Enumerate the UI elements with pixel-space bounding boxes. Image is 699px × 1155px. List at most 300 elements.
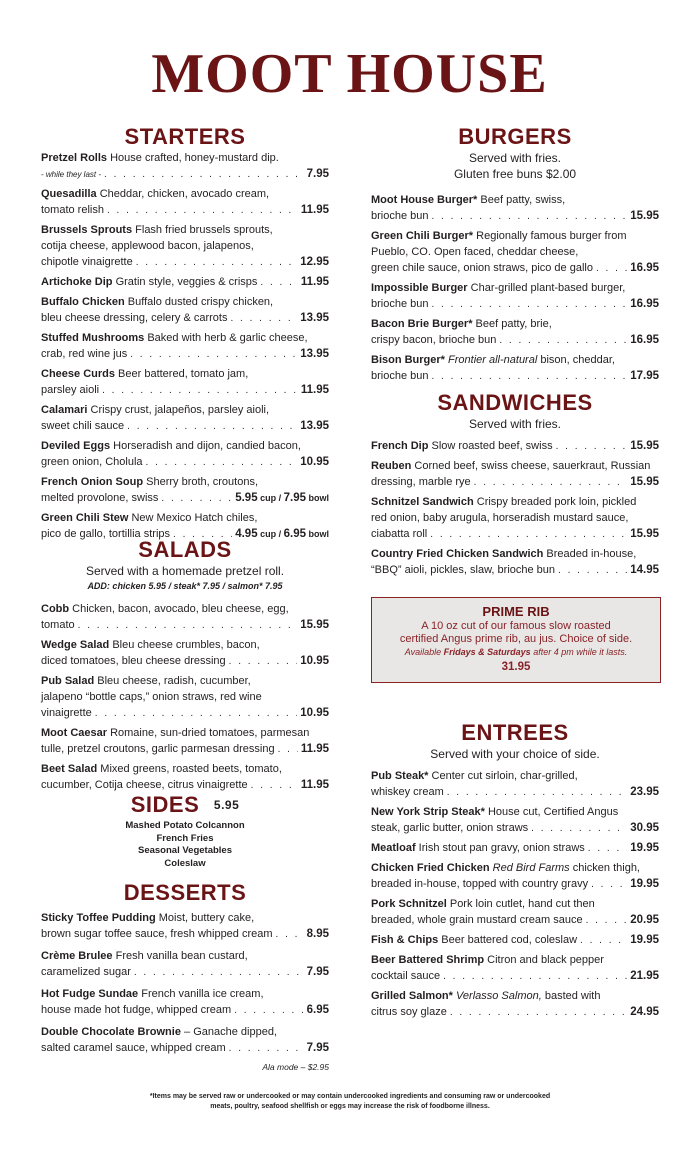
item-desc: Citron and black pepper [484,954,604,966]
item-price [630,932,659,948]
item-line [371,896,659,912]
item-desc: pico de gallo, tortillia strips [41,528,171,540]
item-name: Crème Brulee [41,950,113,962]
disclaimer-line2: meats, poultry, seafood shellfish or eggs may increase the risk of foodborne illness. [210,1103,490,1110]
dot-leader [104,167,304,183]
item-name: Moot Caesar [41,727,108,739]
item-desc: Gratin style, veggies & crisps [112,276,258,288]
item-price [300,254,329,270]
item-price-value: 5.95 [235,492,258,504]
side-item: Seasonal Vegetables [138,845,232,856]
item-line [41,186,329,202]
item-price-value: 7.95 [306,966,329,978]
item-price-value: 10.95 [300,655,329,667]
item-desc-last [371,784,444,800]
burgers-subtitle: Served with fries. [468,151,562,165]
dot-leader [586,913,628,929]
dot-leader [134,965,304,981]
item-price-row [41,346,329,363]
item-line [41,601,329,617]
dot-leader [450,1005,627,1021]
item-price-row [41,964,329,981]
item-desc-last [371,260,593,276]
starters-list [41,150,329,543]
dot-leader [130,347,297,363]
health-disclaimer [100,1092,600,1112]
item-name: Green Chili Burger* [371,230,474,242]
item-desc-last [371,562,555,578]
item-desc: bison, cheddar, [537,354,615,366]
item-desc-last [371,332,496,348]
item-desc: diced tomatoes, bleu cheese dressing [41,655,226,667]
item-desc-last [371,368,429,384]
item-price-row [41,741,329,758]
item-desc-last [41,254,133,270]
item-desc: Horseradish and dijon, candied bacon, [110,440,301,452]
menu-item [41,366,329,399]
item-price [235,490,329,506]
dot-leader [432,209,628,225]
item-desc: sweet chili sauce [41,420,125,432]
menu-item [41,910,329,943]
item-price-row [41,705,329,722]
item-desc: brioche bun [371,210,429,222]
item-desc: vinaigrette [41,707,92,719]
item-name: Cheese Curds [41,368,115,380]
item-desc: Crispy crust, jalapeños, parsley aioli, [87,404,270,416]
item-price-value: 7.95 [306,1042,329,1054]
item-desc-last [41,741,275,757]
item-desc: House crafted, honey-mustard dip. [107,152,279,164]
item-name: Green Chili Stew [41,512,129,524]
item-price-row [371,208,659,225]
item-desc: Crispy breaded pork loin, pickled [473,496,637,508]
item-line [41,761,329,777]
sides-price: 5.95 [213,798,240,812]
item-price [630,332,659,348]
sides-list [41,820,329,870]
item-desc: Breaded in-house, [543,548,637,560]
item-price-value: 11.95 [300,384,329,396]
item-price [301,274,329,290]
item-desc: “BBQ” aioli, pickles, slaw, brioche bun [371,564,556,576]
menu-item [371,494,659,543]
item-line [41,474,329,490]
item-price-row [371,784,659,801]
item-line [41,402,329,418]
menu-item [41,274,329,291]
burgers-heading: BURGERS [458,124,572,149]
item-desc-last [41,310,227,326]
item-price [630,526,659,542]
item-desc-last [41,653,226,669]
item-price [301,741,329,757]
item-name: Chicken Fried Chicken [371,862,490,874]
item-desc: chipotle vinaigrette [41,256,133,268]
item-price-row [371,820,659,837]
prime-rib-desc-line2: certified Angus prime rib, au jus. Choice of side. [399,633,633,645]
restaurant-title: MOOT HOUSE [151,43,548,105]
item-name: Cobb [41,603,70,615]
menu-item [41,474,329,507]
item-name: Beer Battered Shrimp [371,954,485,966]
item-name: Quesadilla [41,188,97,200]
item-desc: green onion, Cholula [41,456,143,468]
dot-leader [588,841,627,857]
item-desc: jalapeno “bottle caps,” onion straws, red wine [41,691,262,703]
item-desc-last [371,474,471,490]
item-price-row [41,274,329,291]
item-price [300,705,329,721]
item-name: Deviled Eggs [41,440,111,452]
item-price-row [41,653,329,670]
item-price-value: 10.95 [300,456,329,468]
dot-leader [430,527,627,543]
disclaimer-line1: *Items may be served raw or undercooked or may contain undercooked ingredients and consuming raw or undercooked [149,1093,551,1100]
prime-rib-desc-line1: A 10 oz cut of our famous slow roasted [421,620,611,632]
item-price-value: 13.95 [300,312,329,324]
desserts-section [41,880,329,1073]
item-desc: whiskey cream [371,786,444,798]
item-desc: – Ganache dipped, [180,1026,277,1038]
item-price [630,912,659,928]
item-name: Buffalo Chicken [41,296,125,308]
item-price-value-2: 6.95 [283,528,306,540]
menu-item [371,228,659,277]
dot-leader [432,369,628,385]
menu-item [371,280,659,313]
sandwiches-section [371,390,659,582]
item-price-value: 12.95 [300,256,329,268]
item-name: Calamari [41,404,88,416]
dot-leader [136,255,297,271]
item-name: Bison Burger* [371,354,445,366]
item-desc: breaded, whole grain mustard cream sauce [371,914,583,926]
item-desc: Romaine, sun-dried tomatoes, parmesan [107,727,310,739]
sandwiches-heading: SANDWICHES [437,390,593,415]
item-name: New York Strip Steak* [371,806,485,818]
item-line [371,280,659,296]
item-desc: brioche bun [371,370,429,382]
item-desc: melted provolone, swiss [41,492,159,504]
item-price [630,876,659,892]
item-desc: New Mexico Hatch chiles, [128,512,258,524]
item-price-row [371,912,659,929]
item-desc: green chile sauce, onion straws, pico de gallo [371,262,593,274]
dot-leader [78,618,298,634]
item-price-value: 21.95 [630,970,659,982]
item-price-value: 13.95 [300,348,329,360]
item-desc: House cut, Certified Angus [484,806,619,818]
item-price-row [371,296,659,313]
menu-item [371,192,659,225]
burgers-gluten-free: Gluten free buns $2.00 [453,167,577,181]
item-price [630,820,659,836]
item-price-value: 16.95 [630,334,659,346]
item-price-row [41,1002,329,1019]
menu-item [371,458,659,491]
item-desc: house made hot fudge, whipped cream [41,1004,232,1016]
item-desc-last [41,926,273,942]
ala-mode-note: Ala mode – $2.95 [262,1062,329,1072]
item-desc: Pueblo, CO. Open faced, cheddar cheese, [371,246,579,258]
item-price-row [371,260,659,277]
item-price-value: 10.95 [300,707,329,719]
item-line [371,316,659,332]
menu-item [41,601,329,634]
side-item: Mashed Potato Colcannon [125,820,245,831]
item-desc-last [41,705,92,721]
item-desc: steak, garlic butter, onion straws [371,822,529,834]
item-price-value: 19.95 [630,878,659,890]
menu-item [41,1024,329,1057]
item-price-value: 15.95 [630,476,659,488]
item-desc: breaded in-house, topped with country gravy [371,878,589,890]
item-price-value: 6.95 [306,1004,329,1016]
price-unit: cup / [257,529,284,539]
item-price-value: 24.95 [630,1006,659,1018]
dot-leader [558,563,627,579]
item-desc-last [41,1040,226,1056]
burgers-section [371,124,659,388]
item-name: Artichoke Dip [41,276,113,288]
menu-item [41,986,329,1019]
item-price [300,454,329,470]
item-desc-italic: Verlasso Salmon, [452,990,542,1002]
item-price [630,840,659,856]
item-price-value: 11.95 [300,743,329,755]
item-price [630,784,659,800]
item-desc: Baked with herb & garlic cheese, [144,332,308,344]
item-desc: Regionally famous burger from [473,230,627,242]
item-price [630,562,659,578]
item-price-row [41,310,329,327]
item-price [301,202,329,218]
salads-list [41,601,329,794]
item-desc: Center cut sirloin, char-grilled, [428,770,578,782]
item-price-value: 15.95 [630,440,659,452]
item-desc-last [371,296,429,312]
item-price [301,777,329,793]
item-price-row [371,562,659,579]
dot-leader [107,203,298,219]
dot-leader [432,297,628,313]
salads-section [41,537,329,797]
item-desc: Beer battered, tomato jam, [114,368,249,380]
item-desc: Fresh vanilla bean custard, [112,950,248,962]
dot-leader [447,785,627,801]
item-price-value-2: 7.95 [283,492,306,504]
item-desc: citrus soy glaze [371,1006,447,1018]
item-desc-last [371,912,583,928]
dot-leader [278,742,298,758]
item-price [307,964,329,980]
dot-leader [443,969,627,985]
item-line [41,222,329,238]
item-price-row [41,1040,329,1057]
item-desc: dressing, marble rye [371,476,471,488]
item-line [371,768,659,784]
item-line [41,366,329,382]
item-desc: Corned beef, swiss cheese, sauerkraut, Russian [411,460,651,472]
item-desc-last [41,964,131,980]
item-desc-italic: Frontier all-natural [444,354,538,366]
menu-item [371,952,659,985]
item-desc: Irish stout pan gravy, onion straws [415,842,585,854]
menu-item [41,330,329,363]
item-price-row [41,617,329,634]
item-name: Fish & Chips [371,934,439,946]
item-price-row [371,840,659,857]
item-line [41,673,329,689]
item-price [301,382,329,398]
menu-item [41,294,329,327]
availability-time: after 4 pm while it lasts. [530,647,628,657]
prime-rib-heading: PRIME RIB [482,604,550,619]
sides-section [41,792,329,870]
item-name: Schnitzel Sandwich [371,496,474,508]
item-desc: Bleu cheese crumbles, bacon, [109,639,260,651]
item-desc-last [41,490,158,506]
item-line [41,1024,329,1040]
menu-item [371,932,659,949]
item-desc-italic: Red Bird Farms [489,862,570,874]
item-desc-last [41,454,143,470]
menu-item [41,222,329,271]
item-line [371,352,659,368]
item-desc: bleu cheese dressing, celery & carrots [41,312,228,324]
item-price [630,296,659,312]
item-price-row [41,454,329,471]
item-desc: Beer battered cod, coleslaw [438,934,578,946]
item-name: Brussels Sprouts [41,224,133,236]
item-price [300,310,329,326]
dot-leader [276,927,304,943]
item-desc: brioche bun [371,298,429,310]
menu-item [371,896,659,929]
sides-heading: SIDES [130,792,200,817]
dot-leader [95,706,297,722]
item-desc: salted caramel sauce, whipped cream [41,1042,226,1054]
dot-leader [230,311,297,327]
item-name: Moot House Burger* [371,194,478,206]
menu-item [371,840,659,857]
item-price [630,208,659,224]
item-name: Beet Salad [41,763,98,775]
item-desc-last [41,274,257,290]
price-unit: bowl [306,493,329,503]
item-price-row [41,418,329,435]
item-name: Hot Fudge Sundae [41,988,139,1000]
item-line [41,948,329,964]
item-price-row [41,490,329,507]
item-desc: cucumber, Cotija cheese, citrus vinaigrette [41,779,248,791]
item-price [630,368,659,384]
item-desc: crab, red wine jus [41,348,128,360]
item-price [630,474,659,490]
dot-leader [596,261,627,277]
entrees-subtitle: Served with your choice of side. [430,747,600,761]
item-desc: basted with [541,990,601,1002]
dot-leader [260,275,297,291]
item-name: Pub Steak* [371,770,429,782]
item-price-value: 16.95 [630,298,659,310]
entrees-section [371,720,659,1024]
item-line [41,510,329,526]
item-line [41,438,329,454]
dot-leader [556,439,628,455]
item-price [307,926,329,942]
item-price-value: 4.95 [235,528,258,540]
item-name: Pretzel Rolls [41,152,108,164]
item-price-value: 13.95 [300,420,329,432]
item-price-value: 14.95 [630,564,659,576]
prime-rib-box [371,597,661,683]
item-line [41,150,329,166]
item-price: 7.95 [306,168,329,180]
item-desc: Mixed greens, roasted beets, tomato, [97,763,282,775]
entrees-list [371,768,659,1021]
item-desc: French vanilla ice cream, [138,988,264,1000]
item-desc: crispy bacon, brioche bun [371,334,497,346]
item-desc-last [41,777,248,793]
side-item: French Fries [156,832,214,844]
item-price [630,438,659,454]
prime-rib-availability [372,646,660,659]
item-price [300,346,329,362]
dot-leader [127,419,297,435]
item-desc-last [41,617,75,633]
item-line [371,228,659,244]
dot-leader [580,933,627,949]
entrees-heading: ENTREES [461,720,569,745]
item-name: Grilled Salmon* [371,990,453,1002]
item-desc-last [371,968,440,984]
item-desc-last [371,1004,447,1020]
menu-item [371,316,659,349]
item-desc: Slow roasted beef, swiss [428,440,553,452]
menu-item [41,637,329,670]
item-price-row [41,382,329,399]
item-price-row [371,932,659,949]
item-desc: Chicken, bacon, avocado, bleu cheese, egg, [69,603,289,615]
menu-item [371,352,659,385]
item-line [371,458,659,474]
item-price-value: 16.95 [630,262,659,274]
desserts-heading: DESSERTS [123,880,247,905]
availability-days: Fridays & Saturdays [443,647,531,657]
item-price-value: 15.95 [630,210,659,222]
item-desc: cotija cheese, applewood bacon, jalapenos, [41,240,254,252]
item-price-row [41,254,329,271]
menu-item [41,725,329,758]
item-desc: Flash fried brussels sprouts, [132,224,273,236]
item-price-row [371,876,659,893]
item-name: Sticky Toffee Pudding [41,912,156,924]
item-desc: chicken thigh, [569,862,640,874]
item-desc-last [371,526,427,542]
item-price [630,968,659,984]
dot-leader [499,333,627,349]
availability-text: Available [404,647,444,657]
item-line [41,637,329,653]
item-desc: cocktail sauce [371,970,441,982]
item-name: Stuffed Mushrooms [41,332,145,344]
item-name: Meatloaf [371,842,416,854]
item-desc: Char-grilled plant-based burger, [467,282,626,294]
item-note: - while they last - [41,170,102,179]
item-line [41,330,329,346]
